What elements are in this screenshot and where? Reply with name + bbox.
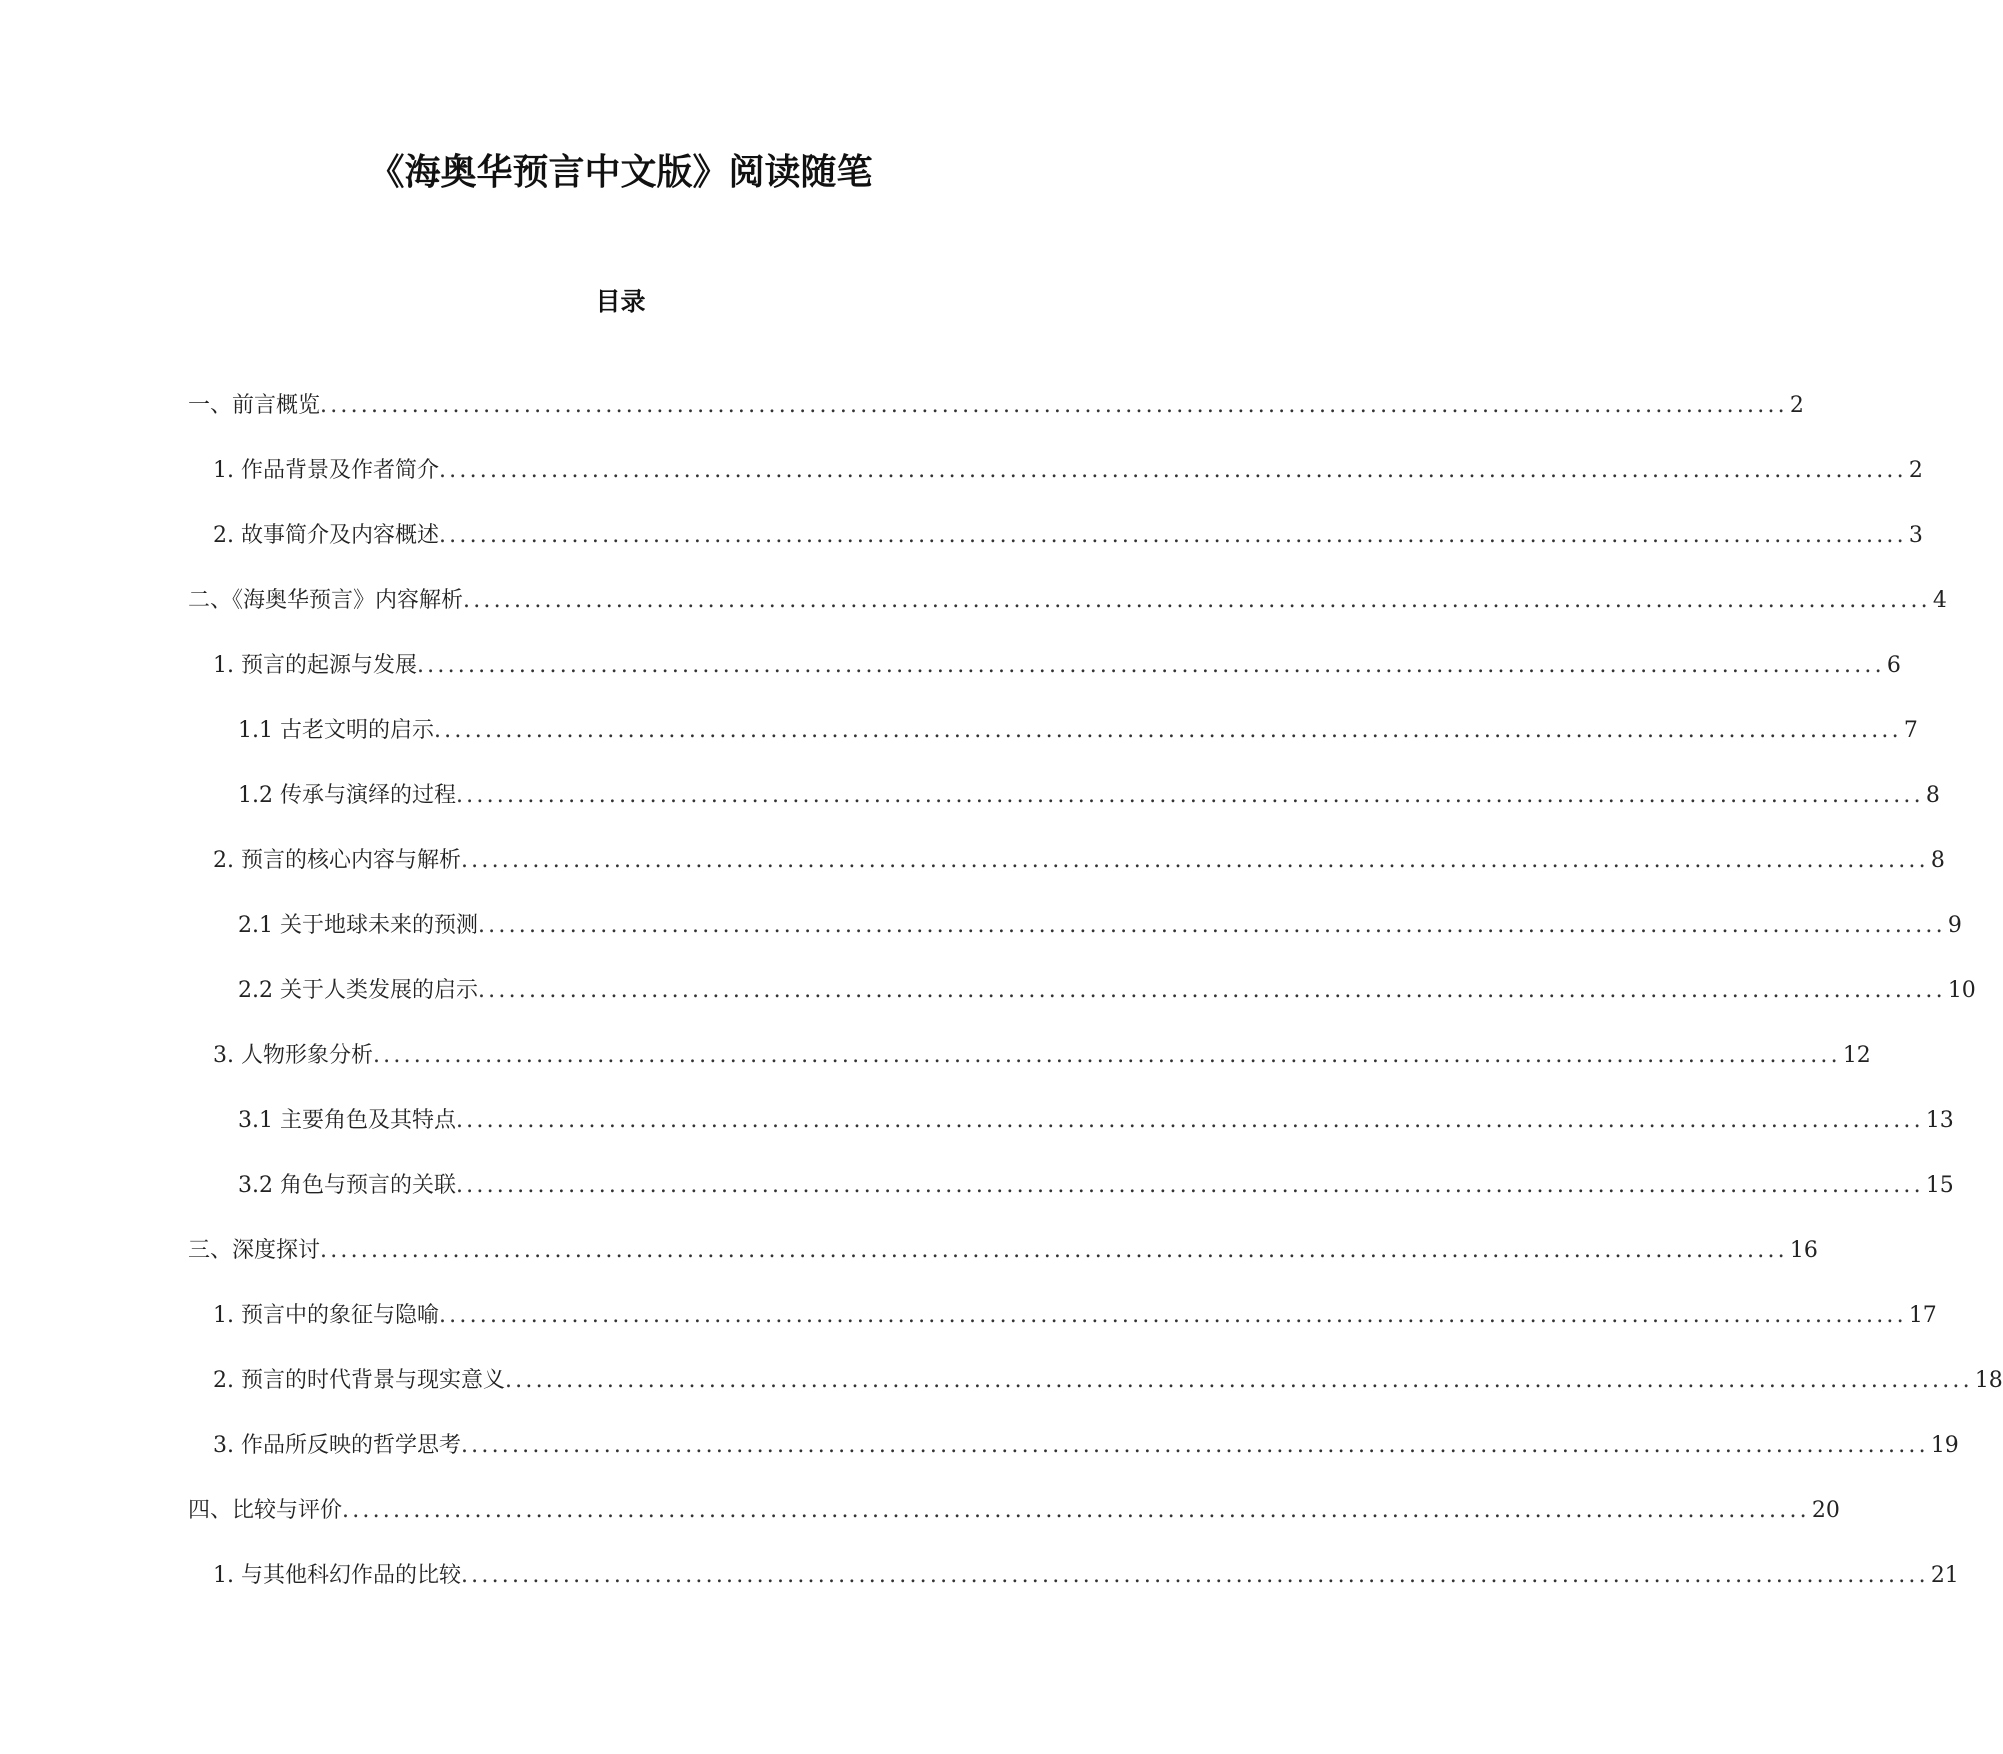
toc-entry-label: 1. 预言中的象征与隐喻 xyxy=(213,1303,439,1328)
toc-entry-label: 2.1 关于地球未来的预测 xyxy=(238,913,478,938)
dot-leader: ................................................................................................................................................ xyxy=(438,523,1907,548)
toc-entry-page: 6 xyxy=(1886,653,1901,678)
toc-entry-page: 20 xyxy=(1811,1498,1840,1523)
toc-entry-ancient-civilization[interactable] xyxy=(238,710,1918,746)
toc-entry-page: 3 xyxy=(1908,523,1923,548)
toc-heading: 目录 xyxy=(595,287,646,316)
toc-entry-background[interactable] xyxy=(213,450,1923,486)
dot-leader: ................................................................................................................................................ xyxy=(455,1173,1924,1198)
toc-entry-page: 12 xyxy=(1842,1043,1871,1068)
toc-entry-philosophy[interactable] xyxy=(213,1425,1959,1461)
toc-entry-page: 7 xyxy=(1903,718,1918,743)
dot-leader: ................................................................................................................................................ xyxy=(372,1043,1841,1068)
dot-leader: ................................................................................................................................................ xyxy=(460,848,1929,873)
dot-leader: ................................................................................................................................................ xyxy=(342,1498,1810,1523)
toc-entry-era-context[interactable] xyxy=(213,1360,2003,1396)
toc-entry-characters[interactable] xyxy=(213,1035,1871,1071)
toc-entry-page: 21 xyxy=(1930,1563,1959,1588)
toc-entry-main-roles[interactable] xyxy=(238,1100,1954,1136)
dot-leader: ................................................................................................................................................ xyxy=(477,978,1946,1003)
dot-leader: ................................................................................................................................................ xyxy=(320,393,1788,418)
toc-entry-label: 1.2 传承与演绎的过程 xyxy=(238,783,456,808)
toc-entry-inheritance[interactable] xyxy=(238,775,1940,811)
toc-entry-synopsis[interactable] xyxy=(213,515,1923,551)
dot-leader: ................................................................................................................................................ xyxy=(504,1368,1973,1393)
toc-entry-role-relation[interactable] xyxy=(238,1165,1954,1201)
toc-entry-label: 1. 作品背景及作者简介 xyxy=(213,458,439,483)
dot-leader: ................................................................................................................................................ xyxy=(416,653,1885,678)
toc-entry-label: 1. 预言的起源与发展 xyxy=(213,653,417,678)
toc-entry-label: 1.1 古老文明的启示 xyxy=(238,718,434,743)
toc-entry-page: 4 xyxy=(1932,588,1947,613)
dot-leader: ................................................................................................................................................ xyxy=(320,1238,1788,1263)
toc-entry-comparison[interactable] xyxy=(188,1490,1840,1526)
dot-leader: ................................................................................................................................................ xyxy=(477,913,1946,938)
toc-entry-preface[interactable] xyxy=(188,385,1804,421)
toc-entry-page: 16 xyxy=(1789,1238,1818,1263)
dot-leader: ................................................................................................................................................ xyxy=(438,1303,1907,1328)
toc-entry-page: 19 xyxy=(1930,1433,1959,1458)
toc-entry-label: 三、深度探讨 xyxy=(188,1238,321,1263)
toc-entry-page: 17 xyxy=(1908,1303,1937,1328)
toc-entry-earth-future[interactable] xyxy=(238,905,1962,941)
dot-leader: ................................................................................................................................................ xyxy=(455,783,1924,808)
toc-entry-symbolism[interactable] xyxy=(213,1295,1937,1331)
toc-entry-page: 2 xyxy=(1908,458,1923,483)
toc-entry-label: 3.1 主要角色及其特点 xyxy=(238,1108,456,1133)
toc-entry-label: 2. 预言的核心内容与解析 xyxy=(213,848,461,873)
toc-entry-label: 二、《海奥华预言》内容解析 xyxy=(188,588,464,613)
dot-leader: ................................................................................................................................................ xyxy=(455,1108,1924,1133)
toc-entry-origin[interactable] xyxy=(213,645,1901,681)
toc-entry-label: 2.2 关于人类发展的启示 xyxy=(238,978,478,1003)
toc-entry-page: 18 xyxy=(1974,1368,2003,1393)
toc-entry-label: 2. 故事简介及内容概述 xyxy=(213,523,439,548)
toc-entry-label: 一、前言概览 xyxy=(188,393,321,418)
document-title: 《海奥华预言中文版》阅读随笔 xyxy=(368,152,873,193)
toc-entry-label: 3. 人物形象分析 xyxy=(213,1043,373,1068)
dot-leader: ................................................................................................................................................ xyxy=(433,718,1902,743)
dot-leader: ................................................................................................................................................ xyxy=(460,1433,1929,1458)
dot-leader: ................................................................................................................................................ xyxy=(460,1563,1929,1588)
toc-entry-label: 四、比较与评价 xyxy=(188,1498,343,1523)
toc-entry-page: 15 xyxy=(1925,1173,1954,1198)
toc-entry-label: 1. 与其他科幻作品的比较 xyxy=(213,1563,461,1588)
toc-entry-core-content[interactable] xyxy=(213,840,1945,876)
toc-entry-label: 3. 作品所反映的哲学思考 xyxy=(213,1433,461,1458)
toc-entry-content-analysis[interactable] xyxy=(188,580,1947,616)
toc-entry-scifi-comparison[interactable] xyxy=(213,1555,1959,1591)
toc-entry-label: 2. 预言的时代背景与现实意义 xyxy=(213,1368,505,1393)
toc-entry-page: 8 xyxy=(1930,848,1945,873)
toc-entry-page: 13 xyxy=(1925,1108,1954,1133)
toc-entry-label: 3.2 角色与预言的关联 xyxy=(238,1173,456,1198)
toc-entry-human-development[interactable] xyxy=(238,970,1976,1006)
dot-leader: ................................................................................................................................................ xyxy=(438,458,1907,483)
toc-entry-deep-discussion[interactable] xyxy=(188,1230,1818,1266)
dot-leader: ................................................................................................................................................ xyxy=(463,588,1931,613)
toc-entry-page: 10 xyxy=(1947,978,1976,1003)
toc-entry-page: 9 xyxy=(1947,913,1962,938)
toc-entry-page: 2 xyxy=(1789,393,1804,418)
toc-entry-page: 8 xyxy=(1925,783,1940,808)
